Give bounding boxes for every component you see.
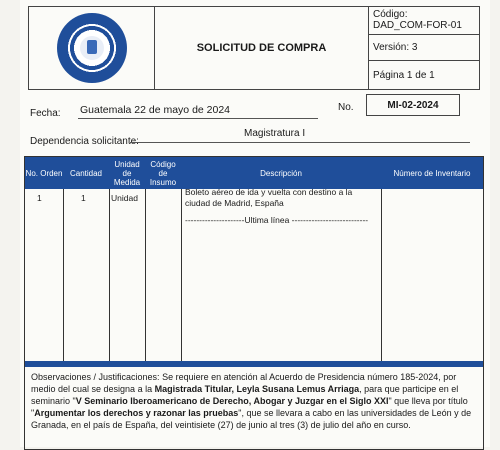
meta-cell — [369, 7, 479, 89]
th-codigo: Código de Insumo — [149, 159, 177, 187]
seminar-title: Argumentar los derechos y razonar las pruebas — [34, 408, 239, 418]
logo-cell — [29, 7, 155, 89]
form-title: SOLICITUD DE COMPRA — [155, 7, 369, 89]
dependencia-label: Dependencia solicitante: — [30, 136, 139, 147]
document-sheet — [20, 0, 490, 447]
code-block — [369, 7, 479, 35]
ultima-linea: ---------------------Ultima línea --------------------------- — [185, 215, 369, 225]
cell-cantidad: 1 — [81, 193, 86, 203]
dependencia-value: Magistratura I — [244, 128, 306, 139]
code-value: DAD_COM-FOR-01 — [373, 20, 462, 31]
no-value-box: MI-02-2024 — [366, 94, 460, 116]
cell-orden: 1 — [37, 193, 42, 203]
observaciones-bar — [25, 361, 483, 367]
fecha-label: Fecha: — [30, 108, 61, 119]
magistrada-name: Magistrada Titular, Leyla Susana Lemus Arriaga — [154, 384, 360, 394]
code-label: Código: — [373, 9, 408, 20]
header-table — [28, 6, 480, 90]
th-inventario: Número de Inventario — [393, 168, 471, 178]
table-header — [25, 157, 483, 189]
th-unidad: Unidad de Medida — [113, 159, 141, 187]
observaciones-text: Observaciones / Justificaciones: Se requiere en atención al Acuerdo de Presidencia número 185-2024, por medio del cual se designa a la Magistrada Titular, Leyla Susana Lemus Arriaga, para que participe en el seminario "V Seminario Iberoamericano de Derecho, Abogar y Juzgar en el Siglo XXI" que lleva por título "Argumentar los derechos y razonar las pruebas", que se llevara a cabo en las universidades de León y de Granada, en el país de España, del veintisiete (27) de junio al tres (3) de julio del año en curso. — [31, 372, 472, 430]
fecha-value: Guatemala 22 de mayo de 2024 — [80, 104, 231, 116]
th-cantidad: Cantidad — [69, 168, 103, 178]
items-table — [24, 156, 484, 450]
version-text: Versión: 3 — [369, 35, 479, 61]
cell-descripcion: Boleto aéreo de ida y vuelta con destino a la ciudad de Madrid, España — [185, 187, 353, 208]
observaciones-label: Observaciones / Justificaciones: — [31, 372, 160, 382]
cell-unidad: Unidad — [111, 193, 138, 203]
no-label: No. — [338, 102, 354, 113]
court-seal-logo-icon — [57, 13, 127, 83]
th-orden: No. Orden — [25, 168, 63, 178]
seminar-name: V Seminario Iberoamericano de Derecho, Abogar y Juzgar en el Siglo XXI — [75, 396, 389, 406]
page-text: Página 1 de 1 — [373, 69, 435, 81]
th-descripcion: Descripción — [260, 168, 302, 178]
